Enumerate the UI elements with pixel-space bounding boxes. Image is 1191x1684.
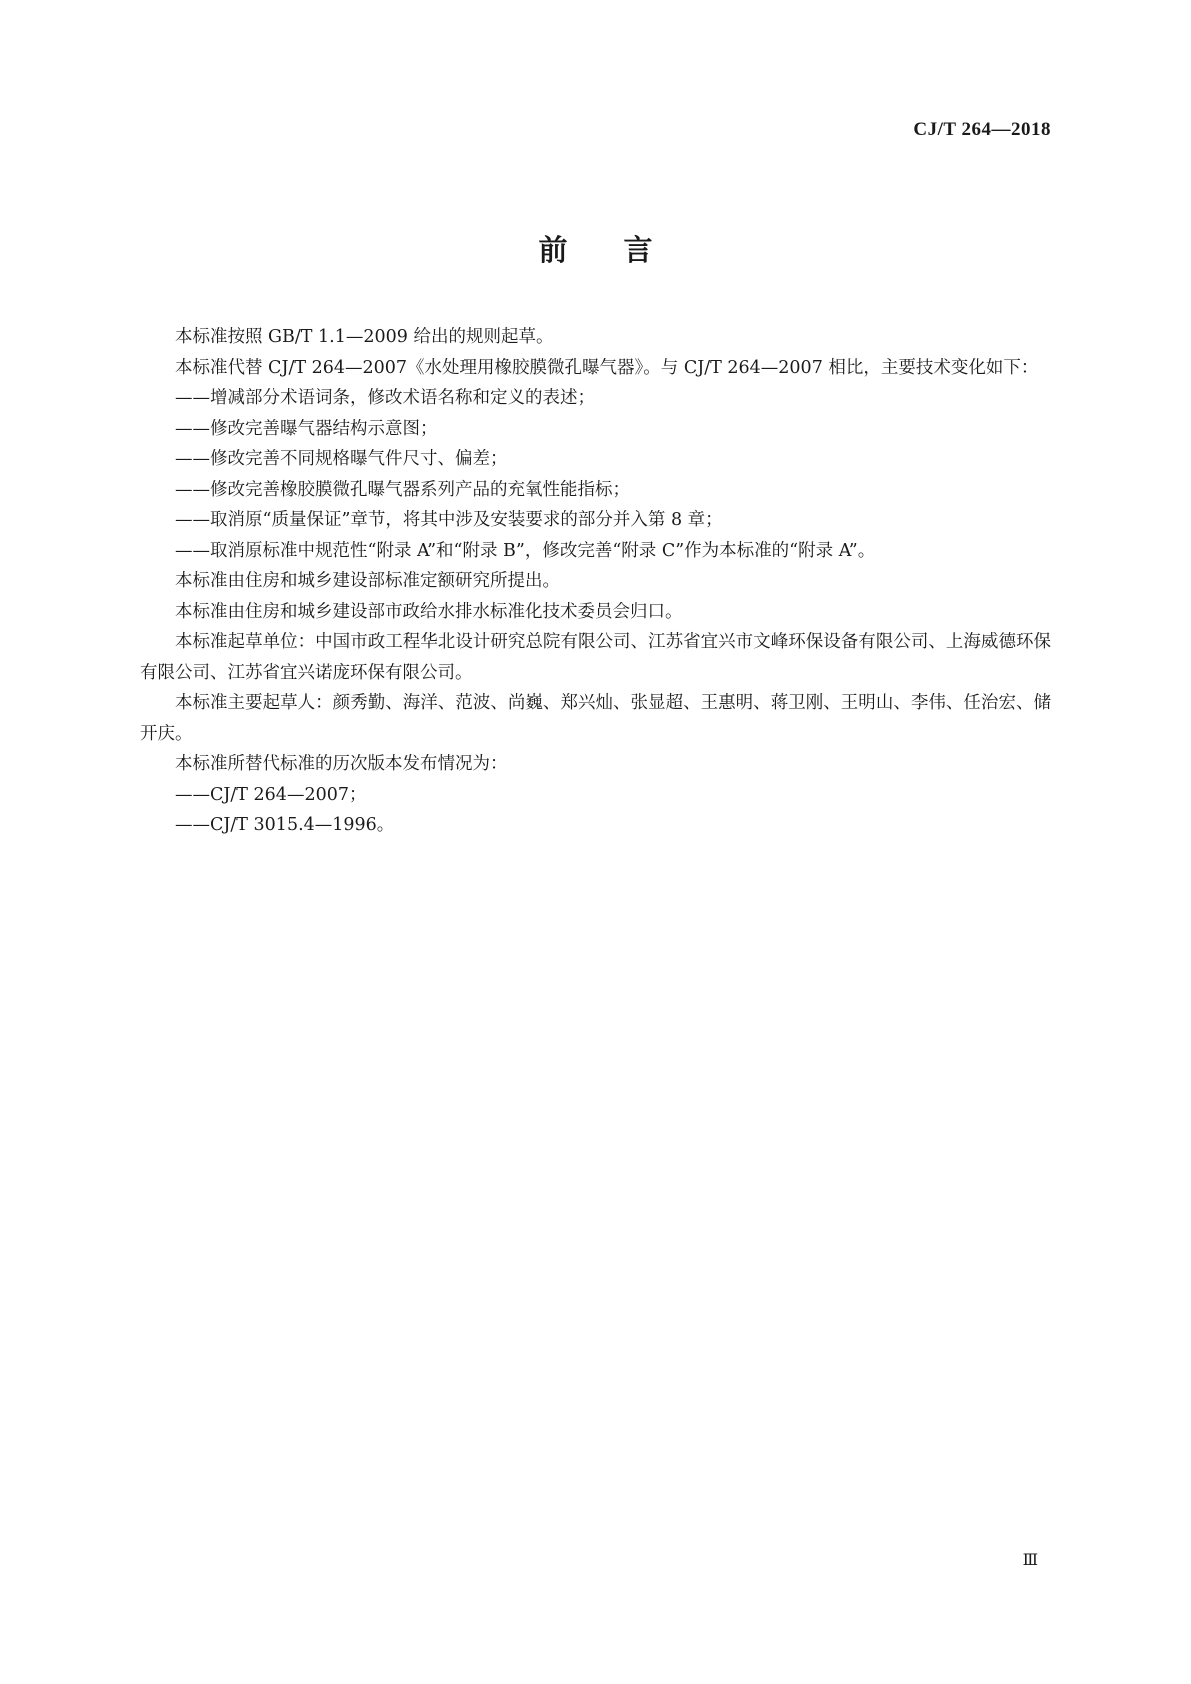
list-item: ——CJ/T 3015.4—1996。: [175, 815, 395, 835]
list-item: ——修改完善不同规格曝气件尺寸、偏差；: [175, 449, 508, 469]
paragraph: 本标准代替 CJ/T 264—2007《水处理用橡胶膜微孔曝气器》。与 CJ/T 264—2007 相比，主要技术变化如下：: [175, 357, 1039, 378]
foreword-body: [140, 322, 1051, 841]
title-char-2: 言: [623, 233, 653, 267]
list-item: ——修改完善曝气器结构示意图；: [175, 418, 438, 439]
list-item: ——增减部分术语词条，修改术语名称和定义的表述；: [175, 388, 595, 408]
page-number: Ⅲ: [1022, 1552, 1038, 1569]
paragraph: 本标准起草单位：中国市政工程华北设计研究总院有限公司、江苏省宜兴市文峰环保设备有限公司、上海威德环保有限公司、江苏省宜兴诺庞环保有限公司。: [140, 632, 1051, 683]
paragraph: 本标准主要起草人：颜秀勤、海洋、范波、尚巍、郑兴灿、张显超、王惠明、蒋卫刚、王明山、李伟、任治宏、储开庆。: [140, 693, 1051, 744]
paragraph: 本标准按照 GB/T 1.1—2009 给出的规则起草。: [175, 327, 554, 347]
paragraph: 本标准所替代标准的历次版本发布情况为：: [175, 754, 508, 774]
list-item: ——取消原标准中规范性“附录 A”和“附录 B”，修改完善“附录 C”作为本标准的“附录 A”。: [175, 540, 876, 561]
paragraph: 本标准由住房和城乡建设部市政给水排水标准化技术委员会归口。: [175, 601, 683, 622]
list-item: ——CJ/T 264—2007；: [175, 784, 367, 805]
list-item: ——修改完善橡胶膜微孔曝气器系列产品的充氧性能指标；: [175, 479, 630, 500]
paragraph: 本标准由住房和城乡建设部标准定额研究所提出。: [175, 571, 560, 591]
list-item: ——取消原“质量保证”章节，将其中涉及安装要求的部分并入第 8 章；: [175, 510, 723, 530]
page-title: [0, 228, 1191, 269]
document-code: CJ/T 264—2018: [913, 119, 1051, 140]
title-char-1: 前: [538, 233, 568, 267]
